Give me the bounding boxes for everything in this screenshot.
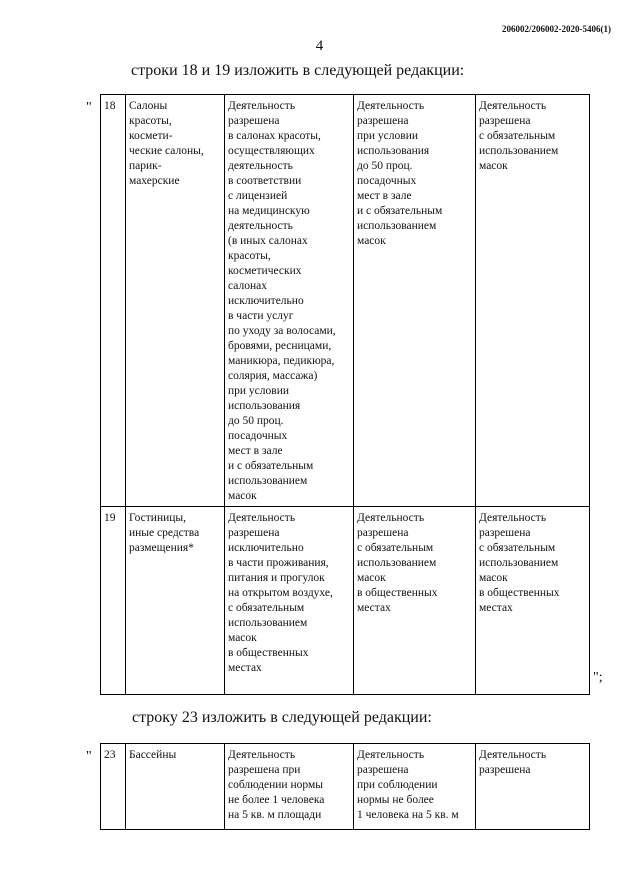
category-name-cell: Бассейны [126, 744, 225, 830]
table-row [101, 744, 590, 830]
opening-quote-2: " [86, 749, 92, 764]
row-number-cell: 18 [101, 95, 126, 507]
row-number-cell: 19 [101, 507, 126, 695]
document-number: 206002/206002-2020-5406(1) [502, 24, 611, 34]
row-number-cell: 23 [101, 744, 126, 830]
page-number: 4 [315, 38, 324, 54]
regime-cell-col5: Деятельность разрешена с обязательным использованием масок [476, 95, 590, 507]
regime-cell-col4: Деятельность разрешена при условии использования до 50 проц. посадочных мест в зале и с обязательным использованием масок [354, 95, 476, 507]
section-heading-rows-18-19: строки 18 и 19 изложить в следующей редакции: [131, 62, 465, 79]
category-name-cell: Гостиницы, иные средства размещения* [126, 507, 225, 695]
table-row [101, 507, 590, 695]
regime-cell-col3: Деятельность разрешена исключительно в части проживания, питания и прогулок на открытом воздухе, с обязательным использованием масок в общественных местах [225, 507, 354, 695]
table-row [101, 95, 590, 507]
opening-quote: " [86, 100, 92, 115]
regime-cell-col4: Деятельность разрешена с обязательным использованием масок в общественных местах [354, 507, 476, 695]
row-23-table [100, 743, 590, 830]
regime-cell-col3: Деятельность разрешена при соблюдении нормы не более 1 человека на 5 кв. м площади [225, 744, 354, 830]
category-name-cell: Салоны красоты, космети- ческие салоны, парик- махерские [126, 95, 225, 507]
regime-cell-col5: Деятельность разрешена с обязательным использованием масок в общественных местах [476, 507, 590, 695]
regime-cell-col4: Деятельность разрешена при соблюдении нормы не более 1 человека на 5 кв. м [354, 744, 476, 830]
rows-18-19-table [100, 94, 590, 695]
section-heading-row-23: строку 23 изложить в следующей редакции: [132, 709, 432, 726]
regime-cell-col5: Деятельность разрешена [476, 744, 590, 830]
regime-cell-col3: Деятельность разрешена в салонах красоты, осуществляющих деятельность в соответствии с лицензией на медицинскую деятельность (в иных салонах красоты, косметических салонах исключительно в части услуг по уходу за волосами, бровями, ресницами, маникюра, педикюра, солярия, массажа) при условии использования до 50 проц. посадочных мест в зале и с обязательным использованием масок [225, 95, 354, 507]
closing-quote: "; [593, 670, 603, 685]
